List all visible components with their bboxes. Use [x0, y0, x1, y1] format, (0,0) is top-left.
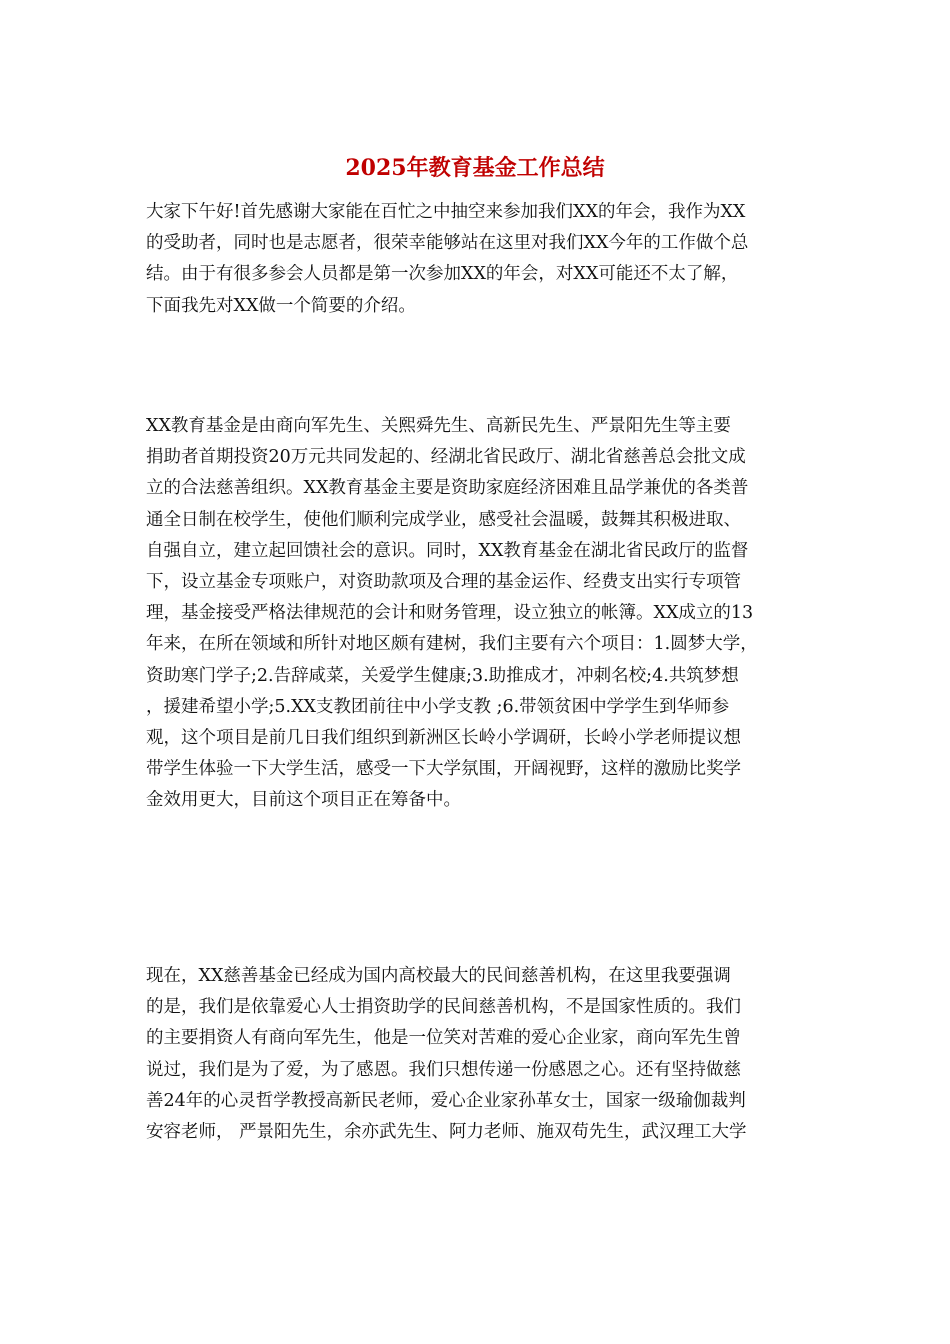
paragraph-line: 下面我先对XX做一个简要的介绍。	[146, 295, 416, 316]
paragraph-line: 年来，在所在领域和所针对地区颇有建树，我们主要有六个项目：1.圆梦大学，	[146, 634, 758, 655]
paragraph-line: 带学生体验一下大学生活，感受一下大学氛围，开阔视野，这样的激励比奖学	[146, 759, 741, 780]
paragraph-donors	[146, 961, 811, 1148]
paragraph-line: 理，基金接受严格法律规范的会计和财务管理，设立独立的帐簿。XX成立的13	[146, 603, 754, 624]
paragraph-line: 资助寒门学子;2.告辞咸菜，关爱学生健康;3.助推成才，冲刺名校;4.共筑梦想	[146, 665, 739, 686]
paragraph-line: 自强自立，建立起回馈社会的意识。同时，XX教育基金在湖北省民政厅的监督	[146, 540, 749, 561]
paragraph-line: 金效用更大，目前这个项目正在筹备中。	[146, 790, 461, 811]
paragraph-line: 大家下午好!首先感谢大家能在百忙之中抽空来参加我们XX的年会，我作为XX	[146, 202, 746, 222]
paragraph-line: 立的合法慈善组织。XX教育基金主要是资助家庭经济困难且品学兼优的各类普	[146, 478, 749, 499]
paragraph-intro	[146, 197, 811, 322]
paragraph-line: 的是，我们是依靠爱心人士捐资助学的民间慈善机构，不是国家性质的。我们	[146, 997, 741, 1018]
document-title: 2025年教育基金工作总结	[345, 155, 605, 181]
paragraph-line: 捐助者首期投资20万元共同发起的、经湖北省民政厅、湖北省慈善总会批文成	[146, 447, 746, 468]
paragraph-line: 结。由于有很多参会人员都是第一次参加XX的年会，对XX可能还不太了解，	[146, 264, 739, 285]
paragraph-line: ，援建希望小学;5.XX支教团前往中小学支教 ;6.带领贫困中学学生到华师参	[146, 696, 730, 717]
paragraph-line: 下，设立基金专项账户，对资助款项及合理的基金运作、经费支出实行专项管	[146, 571, 741, 592]
paragraph-line: 善24年的心灵哲学教授高新民老师，爱心企业家孙革女士，国家一级瑜伽裁判	[146, 1090, 746, 1111]
paragraph-line: 的主要捐资人有商向军先生，他是一位笑对苦难的爱心企业家，商向军先生曾	[146, 1028, 741, 1049]
paragraph-line: 现在，XX慈善基金已经成为国内高校最大的民间慈善机构，在这里我要强调	[146, 966, 731, 986]
paragraph-line: 说过，我们是为了爱，为了感恩。我们只想传递一份感恩之心。还有坚持做慈	[146, 1059, 741, 1080]
paragraph-line: 的受助者，同时也是志愿者，很荣幸能够站在这里对我们XX今年的工作做个总	[146, 233, 749, 254]
paragraph-line: XX教育基金是由商向军先生、关熙舜先生、高新民先生、严景阳先生等主要	[146, 416, 731, 436]
paragraph-line: 观，这个项目是前几日我们组织到新洲区长岭小学调研，长岭小学老师提议想	[146, 727, 741, 748]
paragraph-foundation	[146, 411, 811, 816]
paragraph-line: 通全日制在校学生，使他们顺利完成学业，感受社会温暖，鼓舞其积极进取、	[146, 509, 741, 530]
paragraph-line: 安容老师， 严景阳先生，余亦武先生、阿力老师、施双苟先生，武汉理工大学	[146, 1121, 747, 1142]
